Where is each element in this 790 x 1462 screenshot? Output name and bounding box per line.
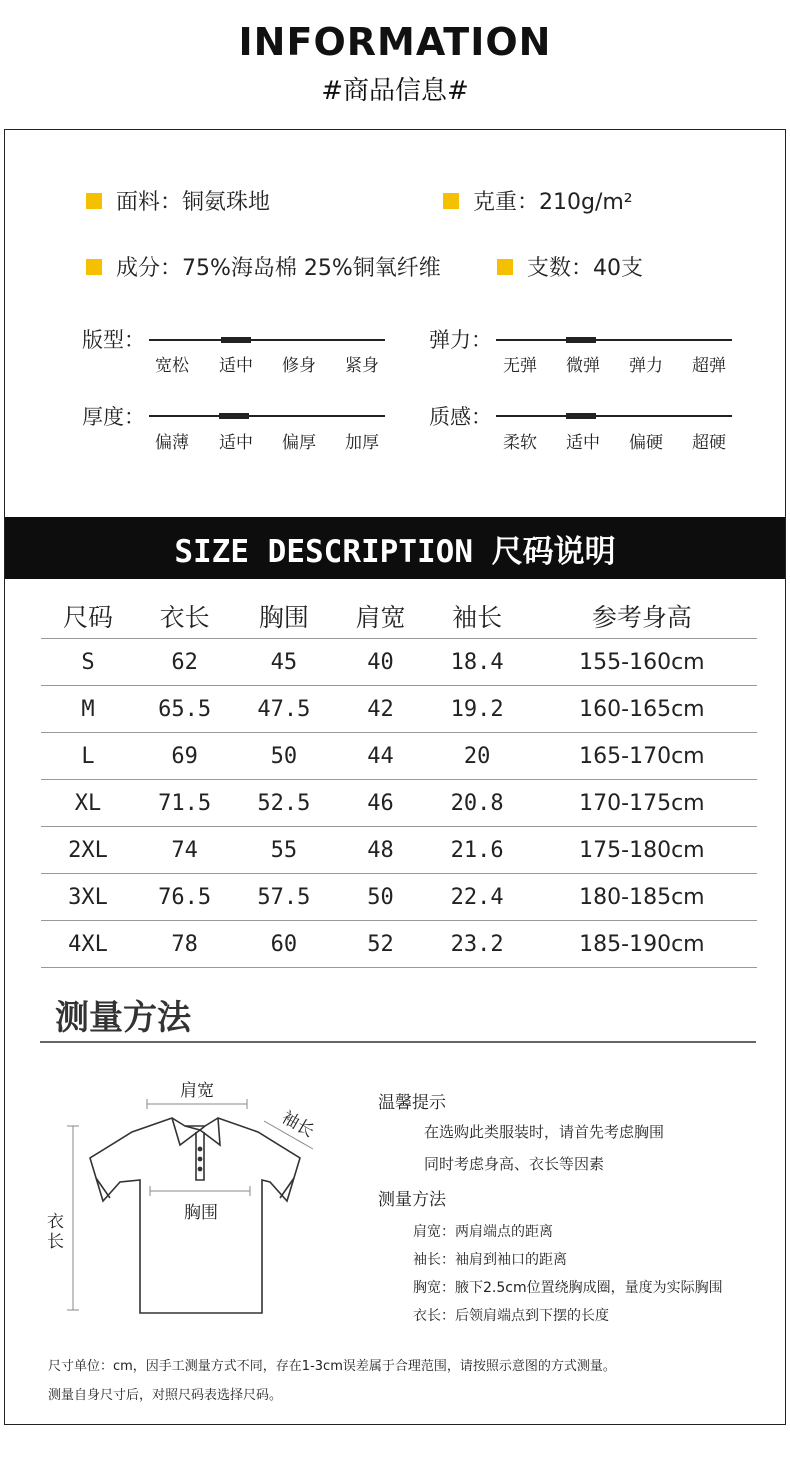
cell-chest: 55 (234, 827, 333, 874)
slider-fit-tick: 适中 (219, 356, 253, 376)
cell-shoulder: 46 (334, 780, 428, 827)
cell-height: 170-175cm (527, 780, 757, 827)
cell-height: 180-185cm (527, 874, 757, 921)
slider-fit-label: 版型： (82, 328, 145, 352)
slider-thickness-track (149, 415, 385, 417)
cell-chest: 45 (234, 639, 333, 686)
spec-fabric-text: 面料：铜氨珠地 (116, 190, 271, 215)
slider-fit-tick: 宽松 (155, 356, 189, 376)
slider-texture-tick: 柔软 (503, 433, 537, 453)
method-heading: 测量方法 (378, 1190, 446, 1210)
slider-elastic-thumb (566, 337, 596, 343)
measure-divider (40, 1041, 756, 1043)
bullet-square-icon (497, 259, 513, 275)
cell-shoulder: 52 (334, 921, 428, 968)
cell-sleeve: 23.2 (427, 921, 526, 968)
slider-elastic-tick: 弹力 (629, 356, 663, 376)
method-text: 肩宽：两肩端点的距离 (413, 1224, 553, 1240)
diagram-label-chest: 胸围 (184, 1203, 218, 1223)
sleeve-cuff-left (96, 1178, 110, 1198)
cell-size: XL (41, 780, 135, 827)
cell-size: M (41, 686, 135, 733)
diagram-label-shoulder: 肩宽 (180, 1081, 214, 1101)
slider-elastic-tick: 微弹 (566, 356, 600, 376)
shirt-placket (196, 1132, 204, 1180)
page-subtitle: #商品信息# (321, 76, 469, 106)
col-sleeve: 袖长 (427, 593, 526, 639)
tips-heading: 温馨提示 (378, 1093, 446, 1113)
footer-note: 测量自身尺寸后，对照尺码表选择尺码。 (48, 1388, 283, 1403)
cell-sleeve: 20 (427, 733, 526, 780)
diagram-label-sleeve: 袖长 (278, 1107, 318, 1142)
slider-thickness-tick: 适中 (219, 433, 253, 453)
slider-fit-thumb (221, 337, 251, 343)
method-text: 胸宽：腋下2.5cm位置绕胸成圈，量度为实际胸围 (413, 1280, 723, 1296)
bullet-square-icon (86, 259, 102, 275)
slider-texture-thumb (566, 413, 596, 419)
cell-length: 76.5 (135, 874, 234, 921)
slider-thickness-tick: 偏厚 (282, 433, 316, 453)
diagram-label-length: 衣长 (47, 1212, 64, 1252)
slider-fit-track (149, 339, 385, 341)
bullet-square-icon (86, 193, 102, 209)
table-row (41, 921, 757, 968)
method-text: 袖长：袖肩到袖口的距离 (413, 1252, 567, 1268)
button-icon (198, 1157, 203, 1162)
slider-elastic-label: 弹力： (429, 328, 492, 352)
spec-composition-text: 成分：75%海岛棉 25%铜氧纤维 (116, 256, 441, 281)
table-row (41, 780, 757, 827)
cell-chest: 52.5 (234, 780, 333, 827)
cell-length: 62 (135, 639, 234, 686)
slider-thickness-tick: 偏薄 (155, 433, 189, 453)
cell-sleeve: 22.4 (427, 874, 526, 921)
tip-text: 在选购此类服装时，请首先考虑胸围 (424, 1123, 665, 1141)
cell-chest: 50 (234, 733, 333, 780)
method-text: 衣长：后领肩端点到下摆的长度 (413, 1308, 609, 1324)
slider-texture-tick: 偏硬 (629, 433, 663, 453)
tip-text: 同时考虑身高、衣长等因素 (424, 1155, 605, 1173)
cell-length: 71.5 (135, 780, 234, 827)
bullet-square-icon (443, 193, 459, 209)
cell-height: 165-170cm (527, 733, 757, 780)
cell-length: 74 (135, 827, 234, 874)
slider-elastic-tick: 无弹 (503, 356, 537, 376)
cell-length: 69 (135, 733, 234, 780)
slider-elastic-tick: 超弹 (692, 356, 726, 376)
sleeve-cuff-right (280, 1178, 294, 1198)
spec-composition (86, 251, 441, 282)
size-table-header (41, 593, 757, 639)
slider-thickness-label: 厚度： (82, 405, 145, 429)
cell-size: L (41, 733, 135, 780)
spec-count-text: 支数：40支 (527, 256, 643, 281)
cell-shoulder: 44 (334, 733, 428, 780)
col-length: 衣长 (135, 593, 234, 639)
slider-texture-tick: 适中 (566, 433, 600, 453)
spec-weight (443, 185, 633, 216)
cell-size: 3XL (41, 874, 135, 921)
slider-elastic-track (496, 339, 732, 341)
button-icon (198, 1167, 203, 1172)
cell-sleeve: 20.8 (427, 780, 526, 827)
slider-texture-label: 质感： (429, 405, 492, 429)
cell-chest: 57.5 (234, 874, 333, 921)
cell-size: S (41, 639, 135, 686)
cell-chest: 47.5 (234, 686, 333, 733)
col-shoulder: 肩宽 (334, 593, 428, 639)
measure-title: 测量方法 (55, 998, 191, 1038)
table-row (41, 733, 757, 780)
cell-height: 155-160cm (527, 639, 757, 686)
slider-texture-track (496, 415, 732, 417)
col-size: 尺码 (41, 593, 135, 639)
cell-shoulder: 48 (334, 827, 428, 874)
slider-fit-tick: 修身 (282, 356, 316, 376)
spec-fabric (86, 185, 270, 216)
cell-height: 185-190cm (527, 921, 757, 968)
col-chest: 胸围 (234, 593, 333, 639)
slider-texture-tick: 超硬 (692, 433, 726, 453)
cell-size: 2XL (41, 827, 135, 874)
cell-shoulder: 42 (334, 686, 428, 733)
spec-weight-text: 克重：210g/m² (473, 190, 633, 215)
slider-thickness-thumb (219, 413, 249, 419)
cell-shoulder: 50 (334, 874, 428, 921)
cell-size: 4XL (41, 921, 135, 968)
col-height: 参考身高 (527, 593, 757, 639)
page-title: INFORMATION (238, 20, 552, 64)
cell-chest: 60 (234, 921, 333, 968)
footer-note: 尺寸单位：cm，因手工测量方式不同，存在1-3cm误差属于合理范围，请按照示意图的方式测量。 (48, 1359, 616, 1374)
size-description-banner (5, 517, 785, 579)
table-row (41, 639, 757, 686)
size-description-title: SIZE DESCRIPTION 尺码说明 (174, 533, 616, 570)
slider-fit-tick: 紧身 (345, 356, 379, 376)
cell-sleeve: 21.6 (427, 827, 526, 874)
table-row (41, 874, 757, 921)
table-row (41, 686, 757, 733)
cell-shoulder: 40 (334, 639, 428, 686)
cell-length: 65.5 (135, 686, 234, 733)
cell-length: 78 (135, 921, 234, 968)
slider-thickness-tick: 加厚 (345, 433, 379, 453)
size-table (41, 593, 757, 968)
cell-sleeve: 18.4 (427, 639, 526, 686)
spec-count (497, 251, 643, 282)
button-icon (198, 1147, 203, 1152)
table-row (41, 827, 757, 874)
cell-sleeve: 19.2 (427, 686, 526, 733)
cell-height: 160-165cm (527, 686, 757, 733)
cell-height: 175-180cm (527, 827, 757, 874)
